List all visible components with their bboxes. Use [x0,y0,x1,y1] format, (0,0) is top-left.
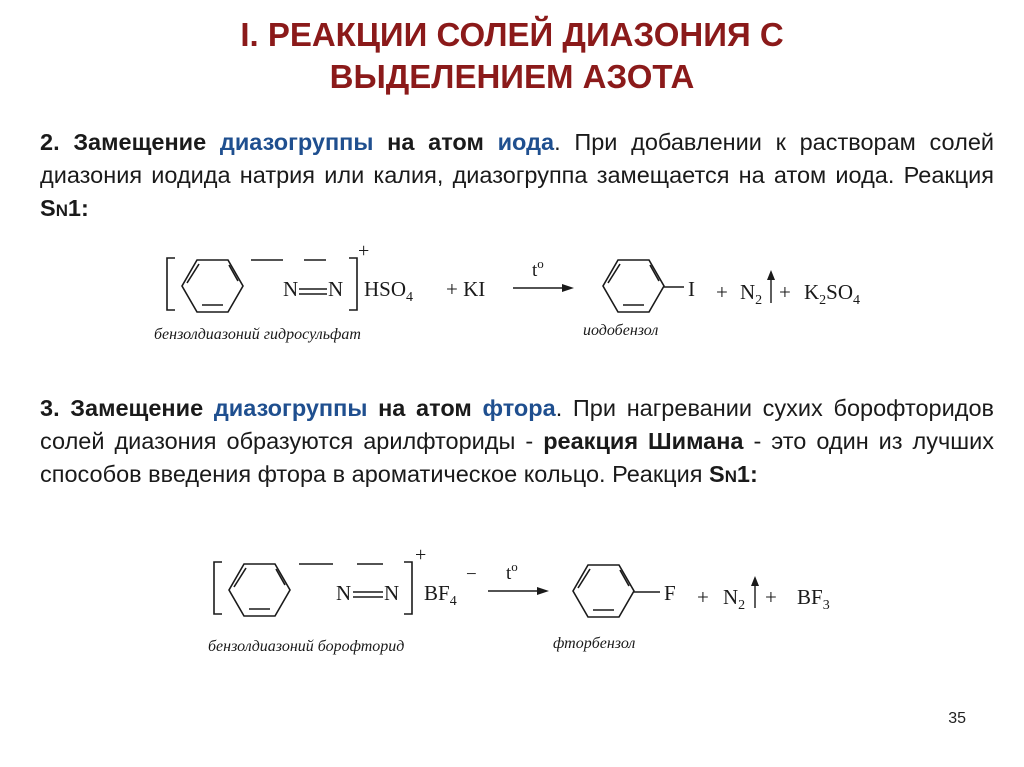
k2so4-sub-k: 2 [819,293,827,308]
left-bracket [214,562,222,614]
temperature-label [532,256,544,281]
keyword-iodine: иода [497,129,555,155]
temp-t: t [532,260,538,281]
section-3-text-1: . При нагревании сухих борофторидов солей диазония образуются арилфториды - [40,395,995,454]
mechanism-s: S [709,461,725,487]
anion-bf: BF [424,581,450,605]
temperature-label [506,559,518,584]
plus-sign: + [765,585,777,609]
section-2-heading: 2. Замещение [40,129,207,155]
anion-bf4 [424,581,457,609]
mechanism-label [40,195,89,221]
anion-charge: − [466,564,477,585]
atom-iodine: I [688,277,695,301]
mechanism-n: N [55,201,68,220]
page-number: 35 [948,710,966,727]
product-caption: иодобензол [583,322,659,339]
anion-subscript: 4 [449,594,457,609]
reagent-ki: + KI [446,277,486,301]
section-2-text: . При добавлении к растворам солей диазония иодида натрия или калия, диазогруппа замещается на атом иода. Реакция [40,129,995,188]
atom-n-right: N [328,277,344,301]
section-3-text-2: - это один из лучших способов введения фтора в ароматическое кольцо. Реакция [40,428,994,487]
n2-n: N [723,585,739,609]
title-line-1: I. РЕАКЦИИ СОЛЕЙ ДИАЗОНИЯ С [240,16,784,53]
atom-n-left: N [283,277,299,301]
keyword-fluorine: фтора [482,395,556,421]
plus-sign: + [697,585,709,609]
temp-degree: o [511,559,518,574]
mechanism-s: S [40,195,56,221]
arrow-head [537,587,549,595]
bf3-subscript: 3 [822,598,830,613]
left-bracket [167,258,175,310]
mechanism-order: 1: [736,461,758,487]
nitrogen-gas [723,585,745,613]
slide-title [0,14,1024,98]
title-line-2: ВЫДЕЛЕНИЕМ АЗОТА [329,58,695,95]
keyword-diazo-group: диазогруппы [213,395,368,421]
atom-n-left: N [336,581,352,605]
temp-t: t [506,563,512,584]
right-bracket [349,258,357,310]
charge-plus: + [415,544,427,566]
mechanism-order: 1: [67,195,89,221]
section-3-heading: 3. Замещение [40,395,204,421]
gas-arrow-head [767,270,775,280]
product-caption: фторбензол [553,635,636,652]
reactant-caption: бензолдиазоний борофторид [208,638,405,655]
section-3-paragraph [40,392,994,493]
potassium-sulfate [804,280,860,308]
right-bracket [404,562,412,614]
section-2-heading-mid: на атом [387,129,484,155]
benzene-ring [182,260,243,312]
bf3-bf: BF [797,585,823,609]
n2-n: N [740,280,756,304]
reactant-caption: бензолдиазоний гидросульфат [154,326,361,343]
n2-subscript: 2 [755,293,763,308]
plus-sign: + [779,280,791,304]
benzene-ring [573,565,634,617]
mechanism-n: N [724,467,737,486]
section-3-heading-mid: на атом [378,395,472,421]
k2so4-k: K [804,280,820,304]
anion-hso4 [364,277,413,305]
charge-plus: + [358,240,370,262]
benzene-ring [229,564,290,616]
plus-sign: + [716,280,728,304]
benzene-ring [603,260,664,312]
keyword-diazo-group: диазогруппы [219,129,374,155]
anion-hso: HSO [364,277,407,301]
anion-subscript: 4 [406,290,414,305]
k2so4-sub-so: 4 [853,293,861,308]
gas-arrow-head [751,576,759,586]
reaction-name: реакция Шимана [543,428,744,454]
k2so4-so: SO [826,280,854,304]
atom-n-right: N [384,581,400,605]
temp-degree: o [537,256,544,271]
arrow-head [562,284,574,292]
nitrogen-gas [740,280,762,308]
n2-subscript: 2 [738,598,746,613]
atom-fluorine: F [664,581,676,605]
mechanism-label [709,461,758,487]
section-2-paragraph [40,126,994,227]
boron-trifluoride [797,585,830,613]
